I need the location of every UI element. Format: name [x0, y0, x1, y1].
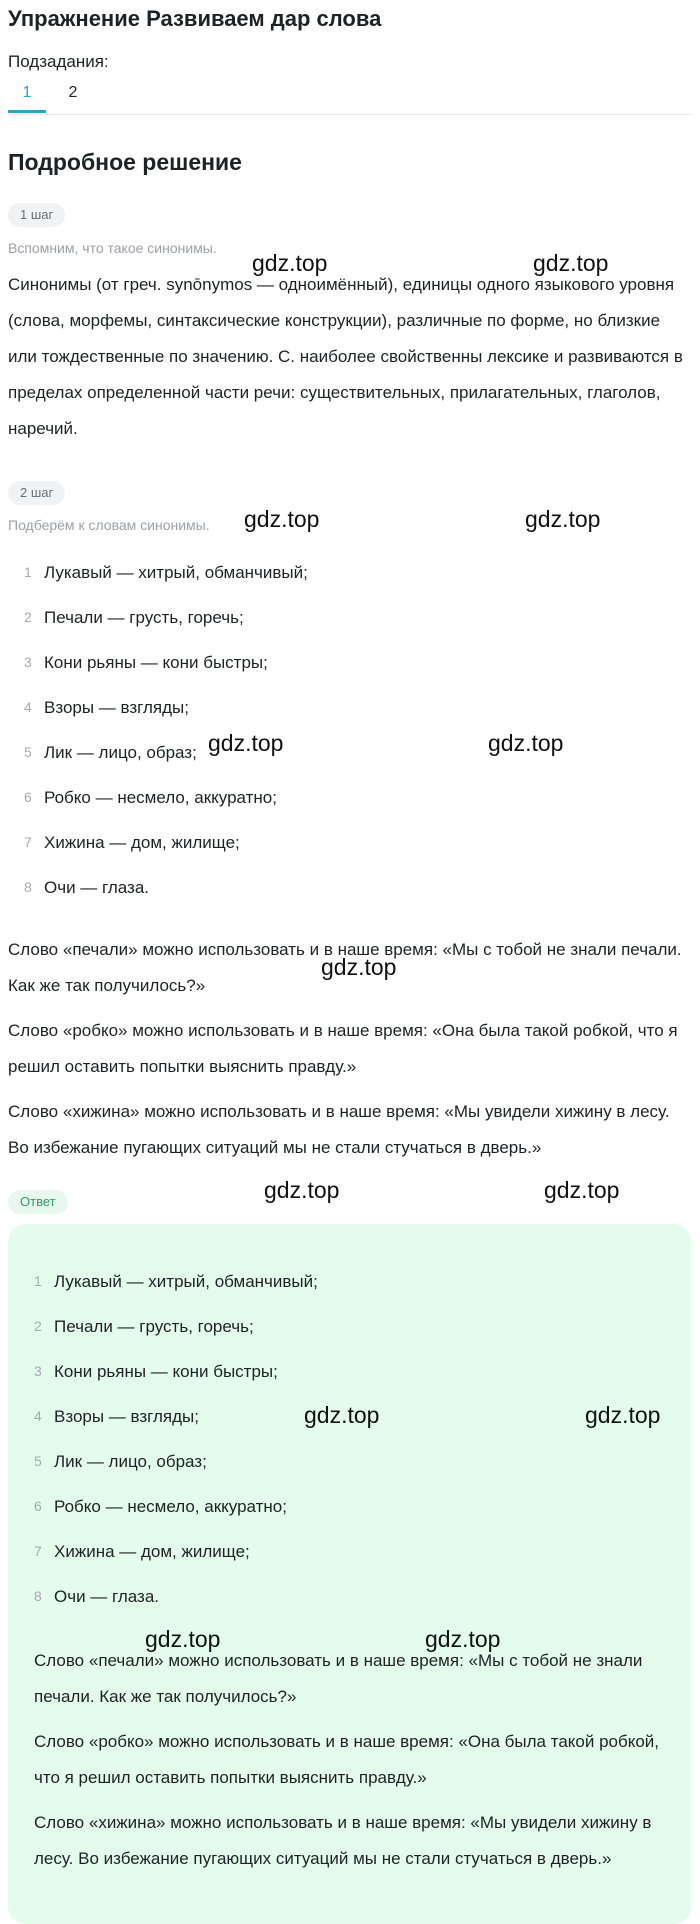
- watermark: gdz.top: [533, 250, 609, 276]
- list-item-text: Печали — грусть, горечь;: [54, 1317, 254, 1336]
- watermark: gdz.top: [252, 250, 328, 276]
- answer-box: [8, 1224, 691, 1924]
- exercise-title: Упражнение Развиваем дар слова: [8, 6, 382, 31]
- subtask-tabs: [8, 82, 692, 115]
- watermark: gdz.top: [544, 1177, 620, 1203]
- list-item-text: Робко — несмело, аккуратно;: [44, 788, 277, 807]
- list-item-text: Робко — несмело, аккуратно;: [54, 1497, 287, 1516]
- list-item-text: Взоры — взгляды;: [44, 698, 189, 717]
- step-1-badge: 1 шаг: [8, 203, 65, 227]
- step-1-hint: Вспомним, что такое синонимы.: [8, 240, 217, 256]
- list-item: [18, 1574, 678, 1619]
- example-pechali: Слово «печали» можно использовать и в наше время: «Мы с тобой не знали печали. Как же так получилось?»: [8, 940, 682, 995]
- watermark: gdz.top: [304, 1402, 380, 1428]
- answer-example-khizhina: Слово «хижина» можно использовать и в наше время: «Мы увидели хижину в лесу. Во избежание пугающих ситуаций мы не стали стучаться в дверь.»: [34, 1813, 652, 1868]
- list-item: [8, 820, 688, 865]
- list-item-text: Кони рьяны — кони быстры;: [54, 1362, 278, 1381]
- list-item-text: Лик — лицо, образ;: [44, 743, 197, 762]
- list-number: 3: [24, 654, 32, 670]
- tab-subtask-1[interactable]: 1: [8, 84, 46, 113]
- list-number: 5: [24, 744, 32, 760]
- list-item-text: Хижина — дом, жилище;: [44, 833, 240, 852]
- list-number: 6: [34, 1498, 42, 1514]
- list-item: [18, 1439, 678, 1484]
- list-item: [18, 1529, 678, 1574]
- watermark: gdz.top: [585, 1402, 661, 1428]
- list-number: 4: [24, 699, 32, 715]
- list-number: 8: [34, 1588, 42, 1604]
- watermark: gdz.top: [321, 954, 397, 980]
- list-item-text: Кони рьяны — кони быстры;: [44, 653, 268, 672]
- step-2-badge: 2 шаг: [8, 481, 65, 505]
- example-robko: Слово «робко» можно использовать и в наше время: «Она была такой робкой, что я решил оставить попытки выяснить правду.»: [8, 1021, 678, 1076]
- step-2-hint: Подберём к словам синонимы.: [8, 517, 210, 533]
- watermark: gdz.top: [244, 506, 320, 532]
- watermark: gdz.top: [488, 730, 564, 756]
- list-number: 8: [24, 879, 32, 895]
- list-number: 1: [24, 564, 32, 580]
- list-item-text: Лик — лицо, образ;: [54, 1452, 207, 1471]
- list-item-text: Печали — грусть, горечь;: [44, 608, 244, 627]
- list-item: [18, 1259, 678, 1304]
- watermark: gdz.top: [525, 506, 601, 532]
- answer-example-robko: Слово «робко» можно использовать и в наше время: «Она была такой робкой, что я решил оставить попытки выяснить правду.»: [34, 1732, 660, 1787]
- list-number: 7: [34, 1543, 42, 1559]
- watermark: gdz.top: [425, 1626, 501, 1652]
- solution-title: Подробное решение: [8, 149, 242, 175]
- watermark: gdz.top: [145, 1626, 221, 1652]
- subtasks-label: Подзадания:: [8, 52, 109, 71]
- answer-badge: Ответ: [8, 1190, 68, 1214]
- list-item: [8, 865, 688, 910]
- list-number: 7: [24, 834, 32, 850]
- list-number: 2: [34, 1318, 42, 1334]
- list-item: [8, 775, 688, 820]
- answer-list: [18, 1259, 678, 1619]
- synonym-list: [8, 550, 688, 910]
- list-item-text: Лукавый — хитрый, обманчивый;: [54, 1272, 318, 1291]
- list-number: 5: [34, 1453, 42, 1469]
- watermark: gdz.top: [208, 730, 284, 756]
- list-item-text: Взоры — взгляды;: [54, 1407, 199, 1426]
- list-item-text: Очи — глаза.: [54, 1587, 160, 1606]
- list-item-text: Лукавый — хитрый, обманчивый;: [44, 563, 308, 582]
- list-number: 6: [24, 789, 32, 805]
- list-number: 4: [34, 1408, 42, 1424]
- list-item: [8, 685, 688, 730]
- list-item-text: Хижина — дом, жилище;: [54, 1542, 250, 1561]
- list-item: [18, 1304, 678, 1349]
- list-item: [8, 595, 688, 640]
- list-item: [8, 730, 688, 775]
- list-number: 2: [24, 609, 32, 625]
- synonym-definition: Синонимы (от греч. synōnymos — одноимённый), единицы одного языкового уровня (слова, морфемы, синтаксические конструкции), различные по форме, но близкие или тождественные по значению. С. наиболее свойственны лексике и развиваются в пределах определенной части речи: существительных, прилагательных, глаголов, наречий.: [8, 275, 683, 438]
- example-khizhina: Слово «хижина» можно использовать и в наше время: «Мы увидели хижину в лесу. Во избежание пугающих ситуаций мы не стали стучаться в дверь.»: [8, 1102, 670, 1157]
- list-item-text: Очи — глаза.: [44, 878, 150, 897]
- tab-subtask-2[interactable]: 2: [68, 84, 78, 101]
- watermark: gdz.top: [264, 1177, 340, 1203]
- list-number: 1: [34, 1273, 42, 1289]
- list-item: [8, 550, 688, 595]
- list-item: [8, 640, 688, 685]
- answer-example-pechali: Слово «печали» можно использовать и в наше время: «Мы с тобой не знали печали. Как же так получилось?»: [34, 1651, 643, 1706]
- list-item: [18, 1484, 678, 1529]
- list-number: 3: [34, 1363, 42, 1379]
- list-item: [18, 1349, 678, 1394]
